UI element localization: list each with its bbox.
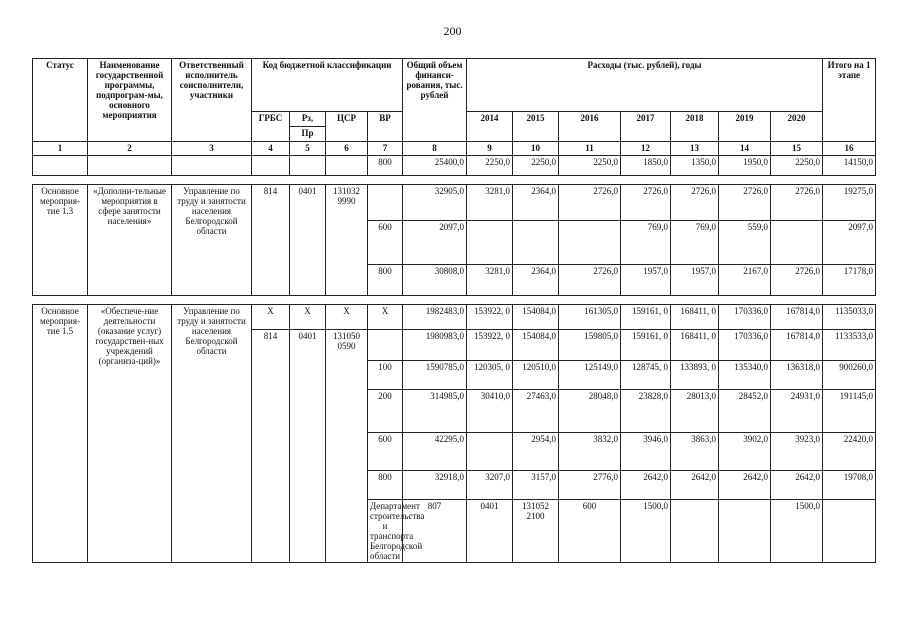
year-value: 2726,0: [559, 265, 621, 296]
vr-cell: [368, 185, 403, 221]
year-value: 133893, 0: [671, 361, 719, 390]
year-value: 2776,0: [559, 471, 621, 500]
csr-cell: 131052 2100: [513, 500, 559, 563]
col-number: 11: [559, 142, 621, 156]
year-value: 136318,0: [771, 361, 823, 390]
year-value: 3207,0: [467, 471, 513, 500]
csr-cell: 131032 9990: [326, 185, 368, 296]
csr-cell: 131050 0590: [326, 330, 368, 563]
responsible-cell: Департамент строительства и транспорта Белгородской области: [368, 500, 403, 563]
year-value: 2364,0: [513, 185, 559, 221]
header-year: 2019: [719, 112, 771, 142]
stage-total-cell: 22420,0: [823, 433, 876, 471]
year-value: 28452,0: [719, 390, 771, 433]
rz-cell: X: [290, 305, 326, 330]
stage-total-cell: 191145,0: [823, 390, 876, 433]
responsible-cell: Управление по труду и занятости населения Белгородской области: [172, 185, 252, 296]
activity-name-cell: «Дополни-тельные мероприятия в сфере занятости населения»: [88, 185, 172, 296]
col-number: 7: [368, 142, 403, 156]
year-value: 167814,0: [771, 305, 823, 330]
col-number: 6: [326, 142, 368, 156]
vr-cell: 100: [368, 361, 403, 390]
year-value: 159805,0: [559, 330, 621, 361]
year-value: 159161, 0: [621, 305, 671, 330]
year-value: 3281,0: [467, 185, 513, 221]
year-value: 2642,0: [719, 471, 771, 500]
rz-cell: 0401: [290, 185, 326, 296]
page-number: 200: [443, 24, 462, 38]
year-value: 2167,0: [719, 265, 771, 296]
col-number: 12: [621, 142, 671, 156]
year-value: 1500,0: [771, 500, 823, 563]
year-value: 154084,0: [513, 305, 559, 330]
year-value: 170336,0: [719, 305, 771, 330]
stage-total-cell: 1135033,0: [823, 305, 876, 330]
year-value: 2364,0: [513, 265, 559, 296]
header-year: 2018: [671, 112, 719, 142]
year-value: 24931,0: [771, 390, 823, 433]
year-value: 1850,0: [621, 156, 671, 176]
status-cell: Основное мероприя-тие 1.5: [33, 305, 88, 563]
year-value: 2642,0: [671, 471, 719, 500]
col-number: 15: [771, 142, 823, 156]
col-number: 2: [88, 142, 172, 156]
year-value: 153922, 0: [467, 330, 513, 361]
vr-cell: 800: [368, 156, 403, 176]
col-number: 8: [403, 142, 467, 156]
header-name: Наименование государственной программы, подпрограм-мы, основного мероприятия: [88, 59, 172, 142]
vr-cell: 600: [368, 433, 403, 471]
year-value: 154084,0: [513, 330, 559, 361]
grbs-cell: 814: [252, 330, 290, 563]
rz-cell: 0401: [290, 330, 326, 563]
vr-cell: 200: [368, 390, 403, 433]
grbs-cell: X: [252, 305, 290, 330]
year-value: [467, 433, 513, 471]
stage-total-cell: 2097,0: [823, 221, 876, 265]
year-value: 120305, 0: [467, 361, 513, 390]
header-grbs: ГРБС: [252, 112, 290, 142]
year-value: 2726,0: [771, 185, 823, 221]
responsible-cell: Управление по труду и занятости населения Белгородской области: [172, 305, 252, 563]
header-year: 2015: [513, 112, 559, 142]
year-value: 3902,0: [719, 433, 771, 471]
header-total: Общий объем финанси-рования, тыс. рублей: [403, 59, 467, 142]
header-responsible: Ответственный исполнитель соисполнители, участники: [172, 59, 252, 142]
year-value: 1957,0: [621, 265, 671, 296]
total-cell: 42295,0: [403, 433, 467, 471]
vr-cell: [368, 330, 403, 361]
year-value: 2250,0: [467, 156, 513, 176]
vr-cell: 600: [559, 500, 621, 563]
year-value: 168411, 0: [671, 305, 719, 330]
rz-cell: 0401: [467, 500, 513, 563]
year-value: 2726,0: [771, 265, 823, 296]
year-value: 170336,0: [719, 330, 771, 361]
header-vr: ВР: [368, 112, 403, 142]
header-expenses: Расходы (тыс. рублей), годы: [467, 59, 823, 112]
year-value: 2954,0: [513, 433, 559, 471]
table-row: [33, 305, 876, 330]
header-pr: Пр: [290, 127, 326, 142]
year-value: 128745, 0: [621, 361, 671, 390]
header-year: 2016: [559, 112, 621, 142]
stage-total-cell: 14150,0: [823, 156, 876, 176]
total-cell: 25400,0: [403, 156, 467, 176]
total-cell: 1982483,0: [403, 305, 467, 330]
year-value: 3863,0: [671, 433, 719, 471]
year-value: 28048,0: [559, 390, 621, 433]
year-value: 3281,0: [467, 265, 513, 296]
year-value: 3946,0: [621, 433, 671, 471]
year-value: 1950,0: [719, 156, 771, 176]
year-value: 3923,0: [771, 433, 823, 471]
year-value: 2250,0: [559, 156, 621, 176]
year-value: 2726,0: [559, 185, 621, 221]
year-value: [771, 221, 823, 265]
total-cell: 32918,0: [403, 471, 467, 500]
year-value: [719, 500, 771, 563]
year-value: 28013,0: [671, 390, 719, 433]
budget-table: [32, 58, 876, 563]
header-rz: Рз,: [290, 112, 326, 127]
stage-total-cell: 900260,0: [823, 361, 876, 390]
header-year: 2017: [621, 112, 671, 142]
col-number: 13: [671, 142, 719, 156]
total-cell: 1980983,0: [403, 330, 467, 361]
col-number: 4: [252, 142, 290, 156]
total-cell: 30808,0: [403, 265, 467, 296]
total-cell: 32905,0: [403, 185, 467, 221]
year-value: [513, 221, 559, 265]
csr-cell: X: [326, 305, 368, 330]
year-value: [823, 500, 876, 563]
vr-cell: 800: [368, 471, 403, 500]
grbs-cell: 807: [403, 500, 467, 563]
year-value: 2642,0: [621, 471, 671, 500]
year-value: 120510,0: [513, 361, 559, 390]
year-value: 2642,0: [771, 471, 823, 500]
year-value: 27463,0: [513, 390, 559, 433]
total-cell: 314985,0: [403, 390, 467, 433]
stage-total-cell: 1133533,0: [823, 330, 876, 361]
col-number: 5: [290, 142, 326, 156]
header-csr: ЦСР: [326, 112, 368, 142]
total-cell: 2097,0: [403, 221, 467, 265]
table-row: [33, 156, 876, 176]
col-number: 9: [467, 142, 513, 156]
total-cell: 1590785,0: [403, 361, 467, 390]
header-stage-total: Итого на 1 этапе: [823, 59, 876, 142]
year-value: 159161, 0: [621, 330, 671, 361]
year-value: 559,0: [719, 221, 771, 265]
col-number: 3: [172, 142, 252, 156]
year-value: 135340,0: [719, 361, 771, 390]
year-value: 168411, 0: [671, 330, 719, 361]
col-number: 1: [33, 142, 88, 156]
year-value: 30410,0: [467, 390, 513, 433]
header-year: 2014: [467, 112, 513, 142]
activity-name-cell: «Обеспече-ние деятельности (оказание услуг) государствен-ных учреждений (организа-ций)»: [88, 305, 172, 563]
year-value: 125149,0: [559, 361, 621, 390]
col-number: 16: [823, 142, 876, 156]
total-cell: 1500,0: [621, 500, 671, 563]
vr-cell: 600: [368, 221, 403, 265]
header-year: 2020: [771, 112, 823, 142]
year-value: 153922, 0: [467, 305, 513, 330]
year-value: 769,0: [621, 221, 671, 265]
year-value: [671, 500, 719, 563]
stage-total-cell: 19708,0: [823, 471, 876, 500]
year-value: 23828,0: [621, 390, 671, 433]
year-value: [559, 221, 621, 265]
column-numbers-row: [33, 142, 876, 156]
vr-cell: X: [368, 305, 403, 330]
status-cell: Основное мероприя-тие 1.3: [33, 185, 88, 296]
year-value: 2726,0: [621, 185, 671, 221]
year-value: [467, 221, 513, 265]
vr-cell: 800: [368, 265, 403, 296]
year-value: 2250,0: [771, 156, 823, 176]
year-value: 1350,0: [671, 156, 719, 176]
year-value: 1957,0: [671, 265, 719, 296]
year-value: 167814,0: [771, 330, 823, 361]
stage-total-cell: 19275,0: [823, 185, 876, 221]
year-value: 769,0: [671, 221, 719, 265]
year-value: 3157,0: [513, 471, 559, 500]
col-number: 14: [719, 142, 771, 156]
year-value: 161305,0: [559, 305, 621, 330]
col-number: 10: [513, 142, 559, 156]
header-status: Статус: [33, 59, 88, 142]
table-row: [33, 185, 876, 221]
year-value: 2726,0: [719, 185, 771, 221]
grbs-cell: 814: [252, 185, 290, 296]
header-budget-code: Код бюджетной классификации: [252, 59, 403, 112]
year-value: 3832,0: [559, 433, 621, 471]
year-value: 2250,0: [513, 156, 559, 176]
stage-total-cell: 17178,0: [823, 265, 876, 296]
year-value: 2726,0: [671, 185, 719, 221]
